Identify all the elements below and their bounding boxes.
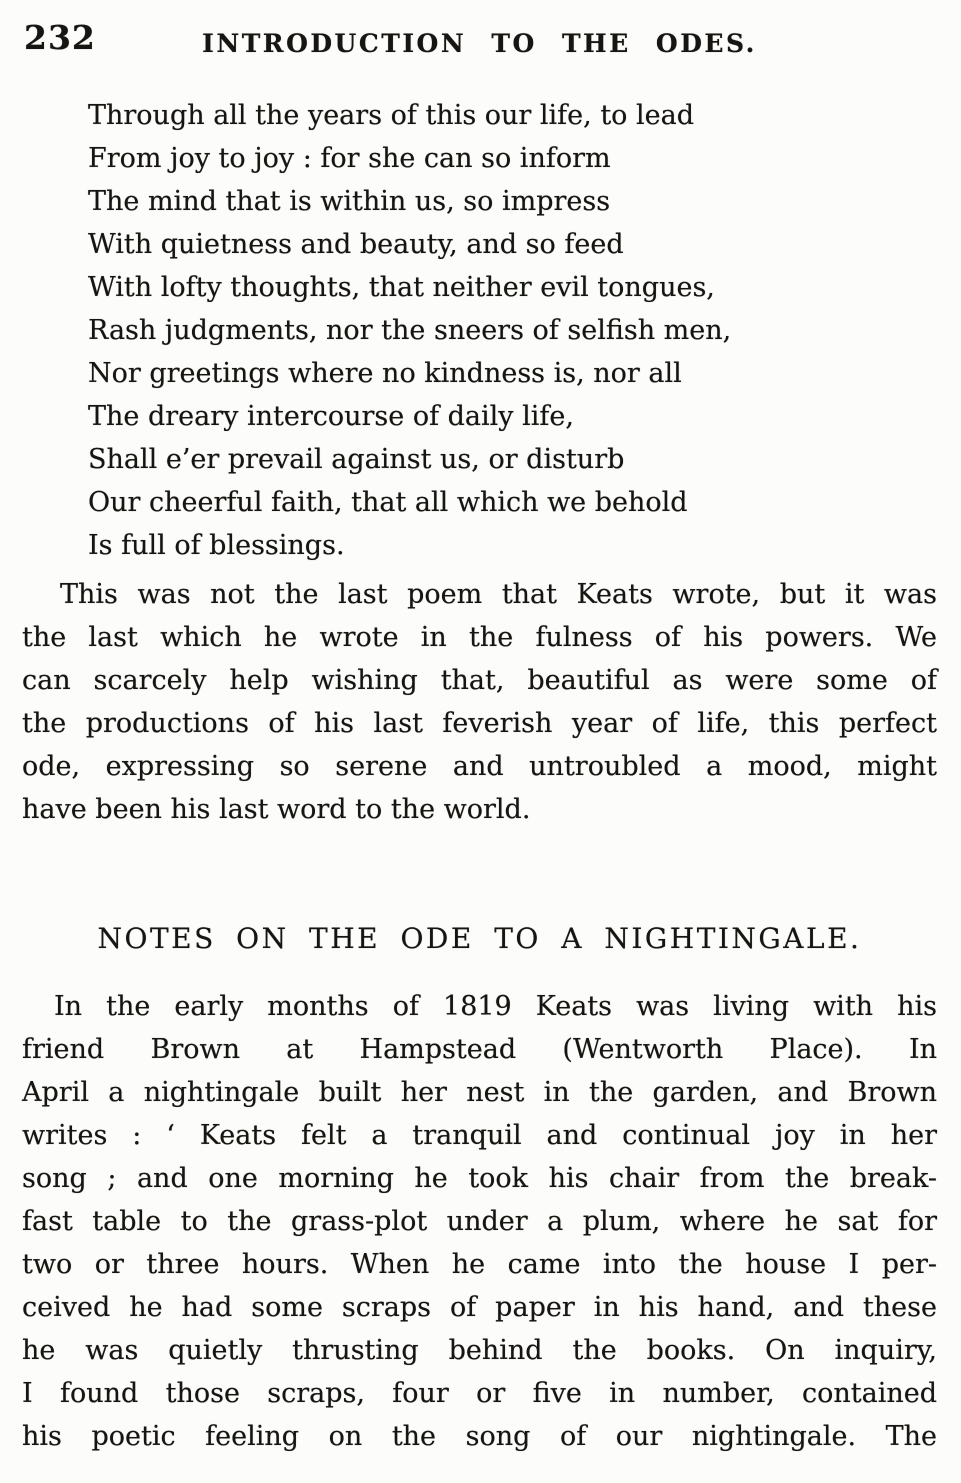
page-header: [22, 14, 937, 72]
text-line: fast table to the grass-plot under a plum, where he sat for: [22, 1206, 937, 1237]
text-line: friend Brown at Hampstead (Wentworth Place). In: [22, 1034, 937, 1065]
running-header: INTRODUCTION TO THE ODES.: [202, 29, 757, 58]
text-line: the last which he wrote in the fulness of his powers. We: [22, 622, 937, 653]
poem-line: With quietness and beauty, and so feed: [88, 229, 624, 260]
poem-line: Shall e’er prevail against us, or disturb: [88, 444, 625, 475]
poem-line: The mind that is within us, so impress: [88, 186, 611, 217]
page-number: 232: [24, 18, 96, 57]
poem-quote: [88, 94, 937, 567]
poem-line: The dreary intercourse of daily life,: [88, 401, 574, 432]
text-line: April a nightingale built her nest in the garden, and Brown: [22, 1077, 937, 1108]
poem-line: Is full of blessings.: [88, 530, 345, 561]
text-line: In the early months of 1819 Keats was living with his: [54, 991, 937, 1022]
text-line: the productions of his last feverish year of life, this perfect: [22, 708, 937, 739]
poem-line: Our cheerful faith, that all which we behold: [88, 487, 688, 518]
text-line: song ; and one morning he took his chair from the break-: [22, 1163, 937, 1194]
commentary-paragraph: [22, 573, 937, 831]
text-line: two or three hours. When he came into the house I per-: [22, 1249, 937, 1280]
text-line: writes : ‘ Keats felt a tranquil and continual joy in her: [22, 1120, 937, 1151]
text-line: ode, expressing so serene and untroubled a mood, might: [22, 751, 937, 782]
poem-line: With lofty thoughts, that neither evil tongues,: [88, 272, 715, 303]
text-line: he was quietly thrusting behind the books. On inquiry,: [22, 1335, 937, 1366]
poem-line: From joy to joy : for she can so inform: [88, 143, 611, 174]
notes-paragraph: [22, 985, 937, 1458]
poem-line: Nor greetings where no kindness is, nor all: [88, 358, 682, 389]
text-line: ceived he had some scraps of paper in his hand, and these: [22, 1292, 937, 1323]
poem-line: Rash judgments, nor the sneers of selfish men,: [88, 315, 732, 346]
text-line: have been his last word to the world.: [22, 794, 531, 825]
poem-line: Through all the years of this our life, to lead: [88, 100, 694, 131]
section-heading: NOTES ON THE ODE TO A NIGHTINGALE.: [97, 922, 862, 955]
text-line: I found those scraps, four or five in number, contained: [22, 1378, 937, 1409]
text-line: his poetic feeling on the song of our nightingale. The: [22, 1421, 937, 1452]
text-line: can scarcely help wishing that, beautiful as were some of: [22, 665, 937, 696]
text-line: This was not the last poem that Keats wrote, but it was: [60, 579, 937, 610]
